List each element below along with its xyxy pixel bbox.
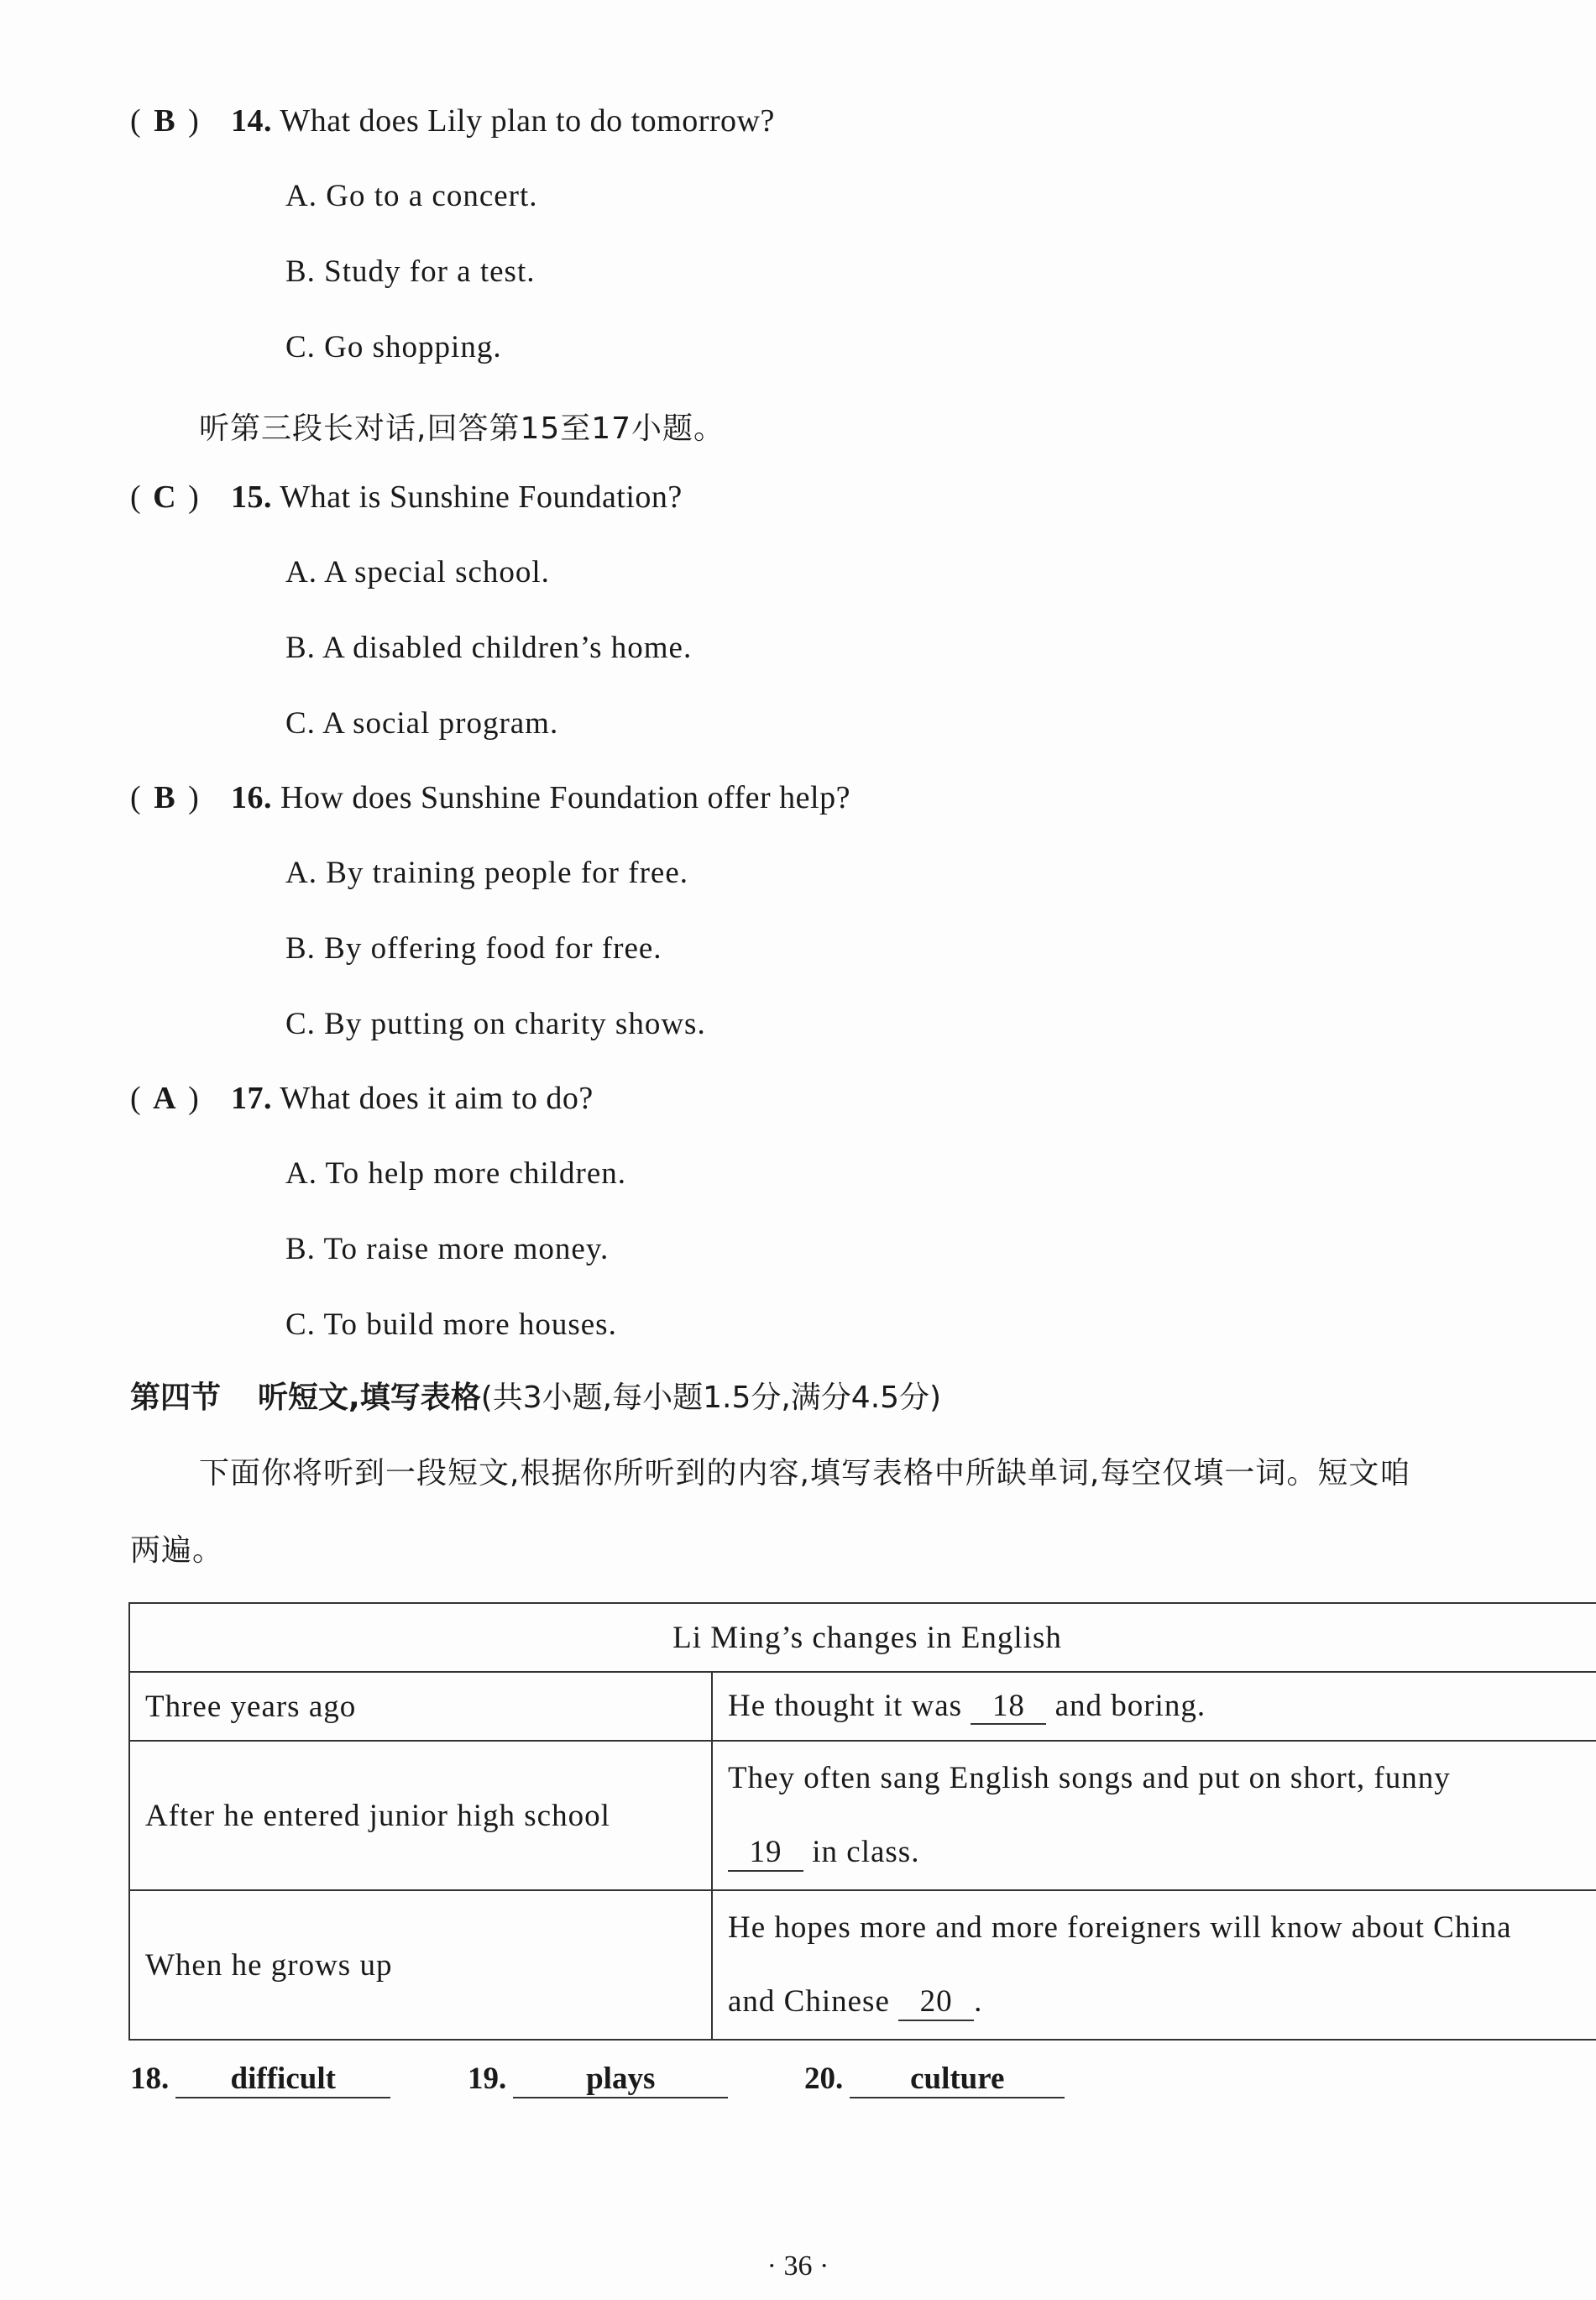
row-content: He thought it was 18 and boring. — [712, 1672, 1596, 1741]
option-b: B. By offering food for free. — [285, 931, 662, 966]
table-row — [129, 1741, 1596, 1890]
option-a: A. A special school. — [285, 555, 550, 589]
section-label: 第四节 — [130, 1381, 222, 1415]
question-15 — [130, 479, 683, 516]
row-content: They often sang English songs and put on short, funny 19 in class. — [712, 1741, 1596, 1890]
option-c: C. A social program. — [285, 706, 559, 741]
answer-paren: ( B ) — [130, 780, 200, 815]
answer-choice: B — [154, 103, 176, 139]
section-heading — [130, 1374, 941, 1417]
option-a: A. Go to a concert. — [285, 179, 538, 213]
answer-value: difficult — [175, 2061, 390, 2098]
section-instruction: 下面你将听到一段短文,根据你所听到的内容,填写表格中所缺单词,每空仅填一词。短文咱 — [199, 1456, 1411, 1491]
fill-blank-20: 20 — [898, 1985, 974, 2021]
question-17 — [130, 1080, 594, 1117]
section-instruction-cont: 两遍。 — [130, 1533, 224, 1568]
question-text: What does it aim to do? — [280, 1081, 594, 1116]
answer-choice: C — [153, 479, 177, 515]
table-title: Li Ming’s changes in English — [129, 1603, 1596, 1672]
option-c: C. To build more houses. — [285, 1307, 617, 1342]
question-text: What is Sunshine Foundation? — [280, 479, 683, 515]
option-a: A. To help more children. — [285, 1156, 627, 1191]
answer-paren: ( A ) — [130, 1081, 200, 1116]
section-title: 听短文,填写表格 — [258, 1381, 481, 1415]
answer-paren: ( C ) — [130, 479, 200, 515]
question-16 — [130, 779, 850, 816]
row-label: After he entered junior high school — [129, 1741, 712, 1890]
answer-paren: ( B ) — [130, 103, 200, 139]
row-content: He hopes more and more foreigners will know about China and Chinese 20 . — [712, 1890, 1596, 2040]
question-number: 16. — [231, 780, 272, 815]
page-number: · 36 · — [767, 2250, 829, 2282]
table-row — [129, 1890, 1596, 2040]
question-text: What does Lily plan to do tomorrow? — [280, 103, 775, 139]
row-label: Three years ago — [129, 1672, 712, 1741]
option-b: B. A disabled children’s home. — [285, 631, 693, 665]
answer-value: culture — [850, 2061, 1065, 2098]
option-c: C. By putting on charity shows. — [285, 1007, 706, 1041]
option-b: B. Study for a test. — [285, 254, 536, 289]
question-text: How does Sunshine Foundation offer help? — [280, 780, 850, 815]
question-number: 14. — [231, 103, 272, 139]
answer-value: plays — [513, 2061, 728, 2098]
row-label: When he grows up — [129, 1890, 712, 2040]
fill-blank-19: 19 — [728, 1836, 803, 1872]
option-a: A. By training people for free. — [285, 856, 688, 890]
section-detail: (共3小题,每小题1.5分,满分4.5分) — [480, 1381, 942, 1415]
answer-18: 18. difficult — [130, 2061, 390, 2098]
answer-19: 19. plays — [468, 2061, 728, 2098]
option-b: B. To raise more money. — [285, 1232, 610, 1266]
answer-choice: A — [153, 1081, 177, 1116]
answer-20: 20. culture — [804, 2061, 1065, 2098]
question-number: 15. — [231, 479, 272, 515]
fill-blank-18: 18 — [971, 1690, 1046, 1726]
answer-choice: B — [154, 780, 176, 815]
question-number: 17. — [231, 1081, 272, 1116]
option-c: C. Go shopping. — [285, 330, 502, 364]
changes-table — [128, 1602, 1596, 2041]
table-row — [129, 1672, 1596, 1741]
dialogue-instruction: 听第三段长对话,回答第15至17小题。 — [199, 411, 725, 446]
question-14 — [130, 102, 775, 139]
